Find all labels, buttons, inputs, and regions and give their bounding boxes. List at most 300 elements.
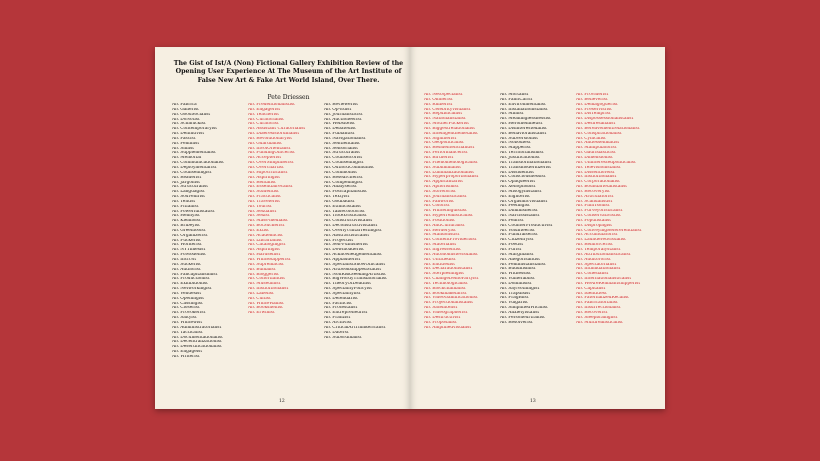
list-item: Art Meaninglessnessist [500, 117, 551, 122]
list-item: Art Nationalistalist [424, 117, 466, 122]
list-item: Art Aspiringist [248, 248, 280, 253]
list-item: Art Helmyist [172, 214, 200, 219]
list-item: Art Eighterist [500, 194, 530, 199]
page-number-left: 12 [279, 399, 285, 404]
list-item: Art Websiteist [324, 122, 355, 127]
list-item: Art Supplementalist [172, 151, 216, 156]
list-item: Art AntiCulturalist [424, 223, 465, 228]
list-item: Art OverSimplifierist [248, 161, 294, 166]
list-item: Art Destructivist [424, 315, 461, 320]
list-item: Art Mortalist [500, 93, 529, 97]
list-item: Art Conservativistist [576, 214, 621, 219]
list-item: Art Herderyist [424, 228, 456, 233]
list-item: Art WhiteRapperist [248, 258, 291, 262]
list-item: Art Trapdisist [500, 291, 531, 296]
list-item: Art Applicantarist [424, 180, 463, 185]
list-item: Art Projectionalistalist [424, 301, 474, 306]
list-item: Art Communicationalist [172, 161, 224, 166]
text-column [324, 103, 404, 360]
list-item: Art Productionist [172, 277, 210, 282]
list-item: Art Articulatorist [576, 194, 614, 199]
list-item: Art Marginalist [500, 252, 534, 257]
list-item: Art Poetist [500, 243, 524, 248]
list-item: Art Fabricatorialist [576, 301, 618, 306]
list-item: Art ChangeDemoPartyist [424, 277, 479, 282]
list-item: Art Behavioralistalist [500, 131, 547, 136]
list-item: Art OutlordCommunist [324, 165, 374, 170]
list-item: Art Predentionalistist [248, 103, 295, 107]
list-item: Art Decentralizationist [172, 340, 222, 345]
right-page [410, 47, 665, 409]
list-item: Art Manipulatorist [576, 146, 617, 151]
list-item: Art Corporationalist [576, 180, 620, 185]
list-item: Art Amplifiedvisualist [424, 325, 472, 330]
list-item: Art Disinterestedalist [500, 126, 547, 131]
list-item: Art Extist [248, 228, 269, 233]
list-item: Art Bookshelfist [248, 306, 283, 311]
list-item: Art Essentialrecalist [248, 185, 293, 190]
list-item: Art Omnerist [424, 97, 453, 102]
list-item: Art Subliminalist [424, 165, 461, 170]
list-item: Art Sterpleslingist [424, 272, 464, 277]
list-item: Art Mandolistist [424, 233, 460, 238]
list-item: Art Curatorialist [248, 117, 284, 122]
list-item: Art Environmentalist [500, 102, 546, 107]
list-item: Art Narcissistalist [500, 214, 540, 219]
list-item: Art SpecialityPolicyist [324, 287, 372, 292]
list-item: Art Scandalistist [576, 199, 613, 204]
list-item: Art Transformationalist [500, 160, 552, 165]
list-item: Art Installationistalist [500, 107, 548, 112]
list-item: Art Bookmakefarist [424, 291, 467, 296]
list-item: Art Auctioneerist [324, 117, 362, 122]
list-item: Art ContentProviderbist [424, 238, 477, 243]
book-spread [155, 47, 665, 409]
list-item: Art InciUst [172, 258, 197, 262]
list-item: Art Subordinalist [324, 335, 362, 340]
list-item: Art Catalogingist [248, 243, 286, 248]
list-item: Art Vulgarist [500, 301, 528, 306]
list-item: Art Engagerist [248, 107, 281, 112]
list-item: Art Networkingist [172, 287, 212, 292]
list-item: Art Witnessist [500, 272, 531, 277]
list-item: Art Whitelinguistist [424, 209, 467, 214]
list-item: Art Tourist [248, 204, 272, 209]
list-item: Art Sexualist [248, 209, 277, 214]
list-item: Art Protestalist [324, 306, 358, 311]
list-item: Art MotherFuckerist [424, 122, 469, 127]
list-item: Art Attributionalisticalist [576, 252, 631, 257]
list-item: Art Phenomenologicalist [424, 160, 478, 165]
list-item: Art Conspirationalist [576, 131, 622, 136]
list-item: Art Counselcorist [324, 156, 363, 161]
list-item: Art Provokerist [172, 311, 206, 316]
list-item: Art GoodSocialist [172, 112, 211, 117]
list-item: Art Fabrica [172, 103, 197, 107]
list-item: Art DoNotist [172, 117, 200, 122]
list-item: Art Desertificationalist [172, 345, 222, 350]
list-item: Art Projectist [324, 238, 354, 243]
list-item: Art Archivist [324, 320, 352, 325]
list-item: Art Nobodiest [500, 141, 531, 146]
list-item: Art BigWordyTranslatorialist [324, 277, 387, 282]
list-item: Art Sleepbrainglist [576, 315, 618, 320]
list-item: Art Hyperrealisticalist [424, 214, 473, 219]
list-item: Art Rentalist [248, 180, 276, 185]
list-item: Art Saltyist [172, 316, 197, 321]
list-item: Art Cultist [248, 296, 271, 301]
list-item: Art Openingist [172, 296, 205, 301]
list-item: Art Daterst [324, 330, 349, 335]
list-item: Art Justificationist [500, 155, 540, 160]
list-item: Art Fearist [500, 218, 524, 223]
list-item: Art Textyist [324, 195, 350, 200]
list-item: Art Diminisherist [500, 209, 538, 214]
list-item: Art Kleanoist [172, 219, 201, 224]
list-item: Art SimplifiedWicalist [500, 306, 548, 311]
list-item: Art Exhibitionist [172, 282, 208, 287]
list-item: Art Specialitylist [324, 291, 361, 296]
list-item: Art Travelerist [248, 199, 280, 204]
list-item: Art Xenophobist [500, 185, 536, 190]
list-item: Art Intelligenthemetalist [424, 131, 478, 136]
list-item: Art SayNothingist [500, 286, 540, 291]
list-item: Art Pancapitalisimist [172, 272, 218, 277]
list-item: Art PoModenist [172, 253, 206, 258]
list-item: Art Multirealisticalist [576, 320, 623, 325]
list-item: Art Gaurisiasticist [576, 151, 616, 156]
list-item: Art Volunteerist [500, 228, 535, 233]
list-item: Art CriticalArtThinkericalist [324, 325, 386, 330]
list-item: Art Hardsellist [248, 253, 281, 258]
list-item: Art Erwinist [248, 311, 275, 316]
list-item: Art Counsellingist [172, 170, 212, 175]
list-item: Art Overchartist [248, 165, 284, 170]
list-item: Art Commonist [324, 170, 357, 175]
list-item: Art Languagist [172, 190, 205, 195]
list-item: Art Rhiberist [424, 102, 453, 107]
list-item: Art CounterProductivist [500, 223, 553, 228]
list-item: Art Counsellingist [324, 161, 364, 166]
list-item: Art Technologicalist [424, 281, 468, 286]
text-column [248, 103, 324, 360]
list-item: Art Navigationalist [324, 136, 366, 141]
list-item: Art Analyserist [324, 185, 357, 190]
list-item: Art Journalisticalist [424, 194, 467, 199]
list-item: Art VideoGamificationist [424, 296, 478, 301]
list-item: Art Contemporaryist [172, 127, 217, 132]
list-item: Art Autonomistevisualist [424, 252, 478, 257]
list-item: Art WeAreRemnantsflipperist [576, 281, 641, 286]
list-item: Art Ingressentist [424, 248, 461, 252]
list-item: Art Pacificist [324, 301, 352, 306]
list-item: Art Residentenchantist [424, 146, 475, 151]
list-item: Art Organizerist [172, 233, 208, 238]
list-item: Art Providerist [576, 93, 609, 97]
list-item: Art ArtbookshippedStatist [324, 267, 382, 272]
list-item: Art Storeforist [424, 189, 456, 194]
list-item: Art Birtherist [424, 155, 454, 160]
list-item: Art OverlyUnitarrestingist [324, 228, 382, 233]
text-column [500, 93, 576, 330]
list-item: Art Fascist [172, 136, 196, 141]
list-item: Art Researcherist [324, 175, 363, 180]
list-item: Art Materialist [424, 243, 457, 248]
list-item: Art TheoryOfDeathist [324, 282, 371, 287]
list-item: Art Insurrectionalist [576, 306, 621, 311]
list-item: Art DisTemprist [576, 112, 611, 117]
list-item: Art Pubiantist [324, 132, 355, 137]
list-item: Art Franzist [324, 316, 351, 321]
list-item: Art Tablecolotorist [324, 209, 365, 214]
list-item: Art Constructivistalist [324, 219, 373, 224]
list-item: Art Heroineninetist [500, 122, 543, 127]
list-item: Art PaternalizedRecalist [576, 296, 629, 301]
list-item: Art Territorialismist [500, 151, 544, 156]
list-item: Art NeoSpecialist [424, 93, 463, 97]
list-item: Art Videographerist [424, 310, 468, 315]
list-item: Art Mapperist [500, 146, 531, 151]
list-item: Art Aspiringist [248, 175, 280, 180]
list-item: Art Cohortiantist [248, 277, 285, 282]
list-item: Art Compellingist [324, 180, 363, 185]
list-item: Art Buddhismist [500, 267, 536, 272]
list-item: Art Purveyoristicalist [576, 209, 623, 214]
list-item: Art Museumist [248, 282, 281, 287]
list-item: Art Shilist [172, 146, 195, 151]
list-item: Art Sensorialist [324, 146, 358, 151]
list-item: Art Dispropagist [576, 223, 613, 228]
text-column [424, 93, 500, 330]
list-item: Art Reviewerist [324, 103, 358, 107]
list-item: Art Bereavementrelationalist [576, 126, 640, 131]
list-item: Art Misogynistalist [500, 189, 542, 194]
list-item: Art SpecialistShowOfficalist [324, 262, 386, 267]
list-item: Art Hyperproportionalist [424, 175, 479, 180]
list-item: Art Entitledist [424, 262, 455, 267]
list-item: Art BotSuckerist [248, 224, 285, 229]
list-item: Art Geopoliticalist [424, 141, 464, 146]
right-columns [424, 93, 652, 330]
left-page [155, 47, 410, 409]
list-item: Art Resolverist [500, 320, 533, 325]
list-item: Art InvolOrientalist [248, 146, 291, 151]
list-item: Art Bloggerist [248, 272, 279, 277]
list-item: Art Anxietyistalist [500, 310, 540, 315]
list-item: Art Accumulatorist [576, 233, 618, 238]
list-item: Art Personeurtranist [500, 315, 545, 320]
list-item: Art Feminist [172, 141, 200, 146]
list-item: Art Readerist [172, 175, 202, 180]
list-item: Art Citizenryist [500, 238, 534, 243]
list-item: Art Declarationistalist [424, 267, 473, 272]
list-item: Art Vulnerablist [500, 277, 535, 282]
list-item: Art Engageist [172, 350, 203, 355]
list-item: Art Spectatorialist [576, 262, 617, 267]
list-item: Art Proposalist [424, 320, 457, 325]
list-item: Art Transmodernizerist [500, 165, 552, 170]
list-item: Art Cohesiaiist [576, 272, 609, 277]
left-columns [172, 103, 404, 360]
list-item: Art Subversionist [500, 136, 538, 141]
list-item: Art Applauderist [324, 258, 361, 262]
list-item: Art Boundarietalistalist [576, 185, 628, 190]
list-item: Art Republicanist [424, 112, 463, 117]
list-item: Art Librarianist [248, 238, 282, 243]
text-column [576, 93, 652, 330]
list-item: Art Journalisticist [324, 112, 363, 117]
list-item: Art Jargonist [172, 180, 200, 185]
list-item: Art PaintCaricl [500, 97, 533, 102]
list-item: Art Schmuckist [172, 122, 206, 127]
list-item: Art Intimidationalist [576, 267, 621, 272]
list-item: Art Signifierist [424, 136, 457, 141]
page-number-right: 13 [530, 399, 536, 404]
list-item: Art Allegorisantist [500, 257, 540, 262]
list-item: Art Op-Edist [324, 107, 352, 112]
list-item: Art Documentationalist [172, 335, 223, 340]
page-title: The Gist of Ist/A (Non) Fictional Gallery Exhibition Review of the Opening User Experience At The Museum of the Art Institute of False New Art & Fake Art World Island, Over There. [173, 60, 404, 84]
list-item: Art Deconstructivistalist [324, 224, 378, 229]
list-item: Art Sexist [248, 214, 270, 219]
list-item: Art Positionist [424, 218, 455, 223]
list-item: Art Curatorist [248, 122, 279, 127]
list-item: Art ConveyingRefererentialist [576, 228, 642, 233]
list-item: Art Capitalist [576, 286, 606, 291]
list-item: Art Whitewist [172, 320, 203, 325]
list-item: Art Auditororist [576, 257, 611, 262]
list-item: Art Diaeresistordinalist [248, 132, 300, 137]
list-item: Art Preservisrist [576, 107, 612, 112]
list-item: Art Celebrityvisualist [424, 107, 471, 112]
list-item: Art Teacherist [248, 112, 279, 117]
list-item: Art Labelist [248, 291, 274, 296]
list-item: Art WhiteWallist [248, 301, 284, 306]
list-item: Art Cassingist [172, 301, 203, 306]
list-item: Art Dimensionist [576, 155, 613, 160]
list-item: Art Opaqueerist [500, 180, 536, 185]
list-item: Art Purist [500, 248, 522, 252]
list-item: Art Debatedist [324, 127, 356, 132]
list-item: Art Supremacist [248, 262, 284, 267]
list-item: Art Aphorismist [424, 185, 459, 190]
list-item: Art Gallerist [172, 107, 199, 112]
list-item: Art Antiessenmatist [576, 141, 620, 146]
list-item: Art Institutionalist [248, 287, 289, 292]
list-item: Art Defendarist [324, 296, 358, 301]
list-item: Art Downloaderist [324, 248, 364, 253]
list-item: Art Dominisist [500, 281, 532, 286]
list-item: Art Institutionalist [576, 175, 617, 180]
list-item: Art Mimist [500, 112, 524, 117]
list-item: Art Untitledist [424, 257, 456, 262]
list-item: Art Memorial [172, 156, 202, 161]
list-item: Art Venuesist [172, 291, 202, 296]
list-item: Art Abstractisticalist [324, 233, 370, 238]
list-item: Art Recoverist [576, 310, 608, 315]
list-item: Art Consciousnessist [500, 175, 546, 180]
list-item: Art Assistant Curatorialist [248, 127, 306, 132]
list-item: Art FundingOfficerist [248, 151, 295, 156]
list-item: Art Sentientalist [324, 141, 360, 146]
list-item: Art Mass-mediaist [248, 219, 288, 224]
list-item: Art Practicalist [248, 195, 281, 200]
list-item: Art Performancerist [424, 151, 468, 156]
list-item: Art Biggestrelationalist [424, 126, 475, 131]
list-item: Art Bribeyist [172, 224, 200, 229]
list-item: Art Populistalist [576, 218, 611, 223]
list-item: Art Accepterist [248, 156, 282, 161]
list-item: Art Closerist [172, 306, 200, 311]
list-item: Art Structuralist [324, 151, 360, 156]
list-item: Art Workerist [172, 243, 202, 248]
list-item: Art Fundraiserist [500, 233, 538, 238]
list-item: Art NYTimesist [172, 248, 206, 253]
list-item: Art Hipocriticalist [248, 170, 288, 175]
list-item: Art Cynicalist [576, 136, 606, 141]
list-item: Art Orgasmicvisualist [500, 199, 548, 204]
list-item: Art Internationalisticalist [576, 277, 632, 282]
list-item: Art Dissidentist [500, 170, 534, 175]
list-item: Art Desiresanalist [576, 122, 616, 127]
list-item: Art Postcapitalistist [324, 190, 367, 195]
list-item: Art Ethnicistalist [324, 204, 361, 209]
list-item: Art Tiotexvisticalist [324, 214, 367, 219]
list-item: Art Godbadist [324, 199, 355, 204]
list-item: Art NonRiskSeekingArtistist [324, 272, 386, 277]
list-item: Art Temporalystalist [576, 248, 621, 252]
list-item: Art Powerfullstatist [172, 209, 215, 214]
list-item: Art Feministalistalist [500, 262, 546, 267]
list-item: Art Souvenirist [172, 195, 206, 200]
list-item: Art Academicist [248, 233, 283, 238]
list-item: Art Suckerist [172, 262, 201, 267]
list-item: Art Entrepreneurist [324, 311, 368, 316]
text-column [172, 103, 248, 360]
list-item: Art Televisionistalist [576, 165, 621, 170]
list-item: Art Luminalizationalist [424, 170, 474, 175]
list-item: Art Acknowledgementalist [324, 253, 382, 258]
list-item: Art Fuckerist [172, 238, 201, 243]
author-name: Pete Driessen [267, 94, 310, 101]
list-item: Art Administratorialist [172, 325, 222, 330]
list-item: Art Satellitefist [424, 306, 458, 311]
list-item: Art FilmTsonist [576, 204, 610, 209]
list-item: Art Fanworist [424, 199, 454, 204]
list-item: Art Tacticalist [172, 330, 203, 335]
list-item: Art Guardianist [248, 141, 282, 146]
list-item: Art Pitfallist [172, 204, 199, 209]
list-item: Art Believerist [576, 97, 608, 102]
list-item: Art Authorist [172, 267, 201, 272]
list-item: Art Dissentioreist [576, 170, 615, 175]
list-item: Art Deploymentarist [172, 165, 217, 170]
list-item: Art Revolutionaryist [248, 136, 292, 141]
list-item: Art Blockchainalist [424, 286, 466, 291]
list-item: Art Dispossessionalistalist [576, 117, 634, 122]
list-item: Art Uninterestedpoliticalist [576, 160, 636, 165]
list-item: Art Identitiest [576, 291, 607, 296]
list-item: Art Studentist [248, 190, 279, 195]
list-item: Art Writerist [172, 354, 200, 359]
list-item: Art Tentist [172, 199, 196, 204]
list-item: Art FragBlist [500, 296, 529, 301]
list-item: Art Demagoguerist [576, 102, 618, 107]
list-item: Art Self-Publisherist [324, 243, 369, 248]
list-item: Art Launderedvisualist [576, 238, 626, 243]
list-item: Art Definitivist [172, 132, 205, 137]
list-item: Art Feelingist [500, 204, 530, 209]
